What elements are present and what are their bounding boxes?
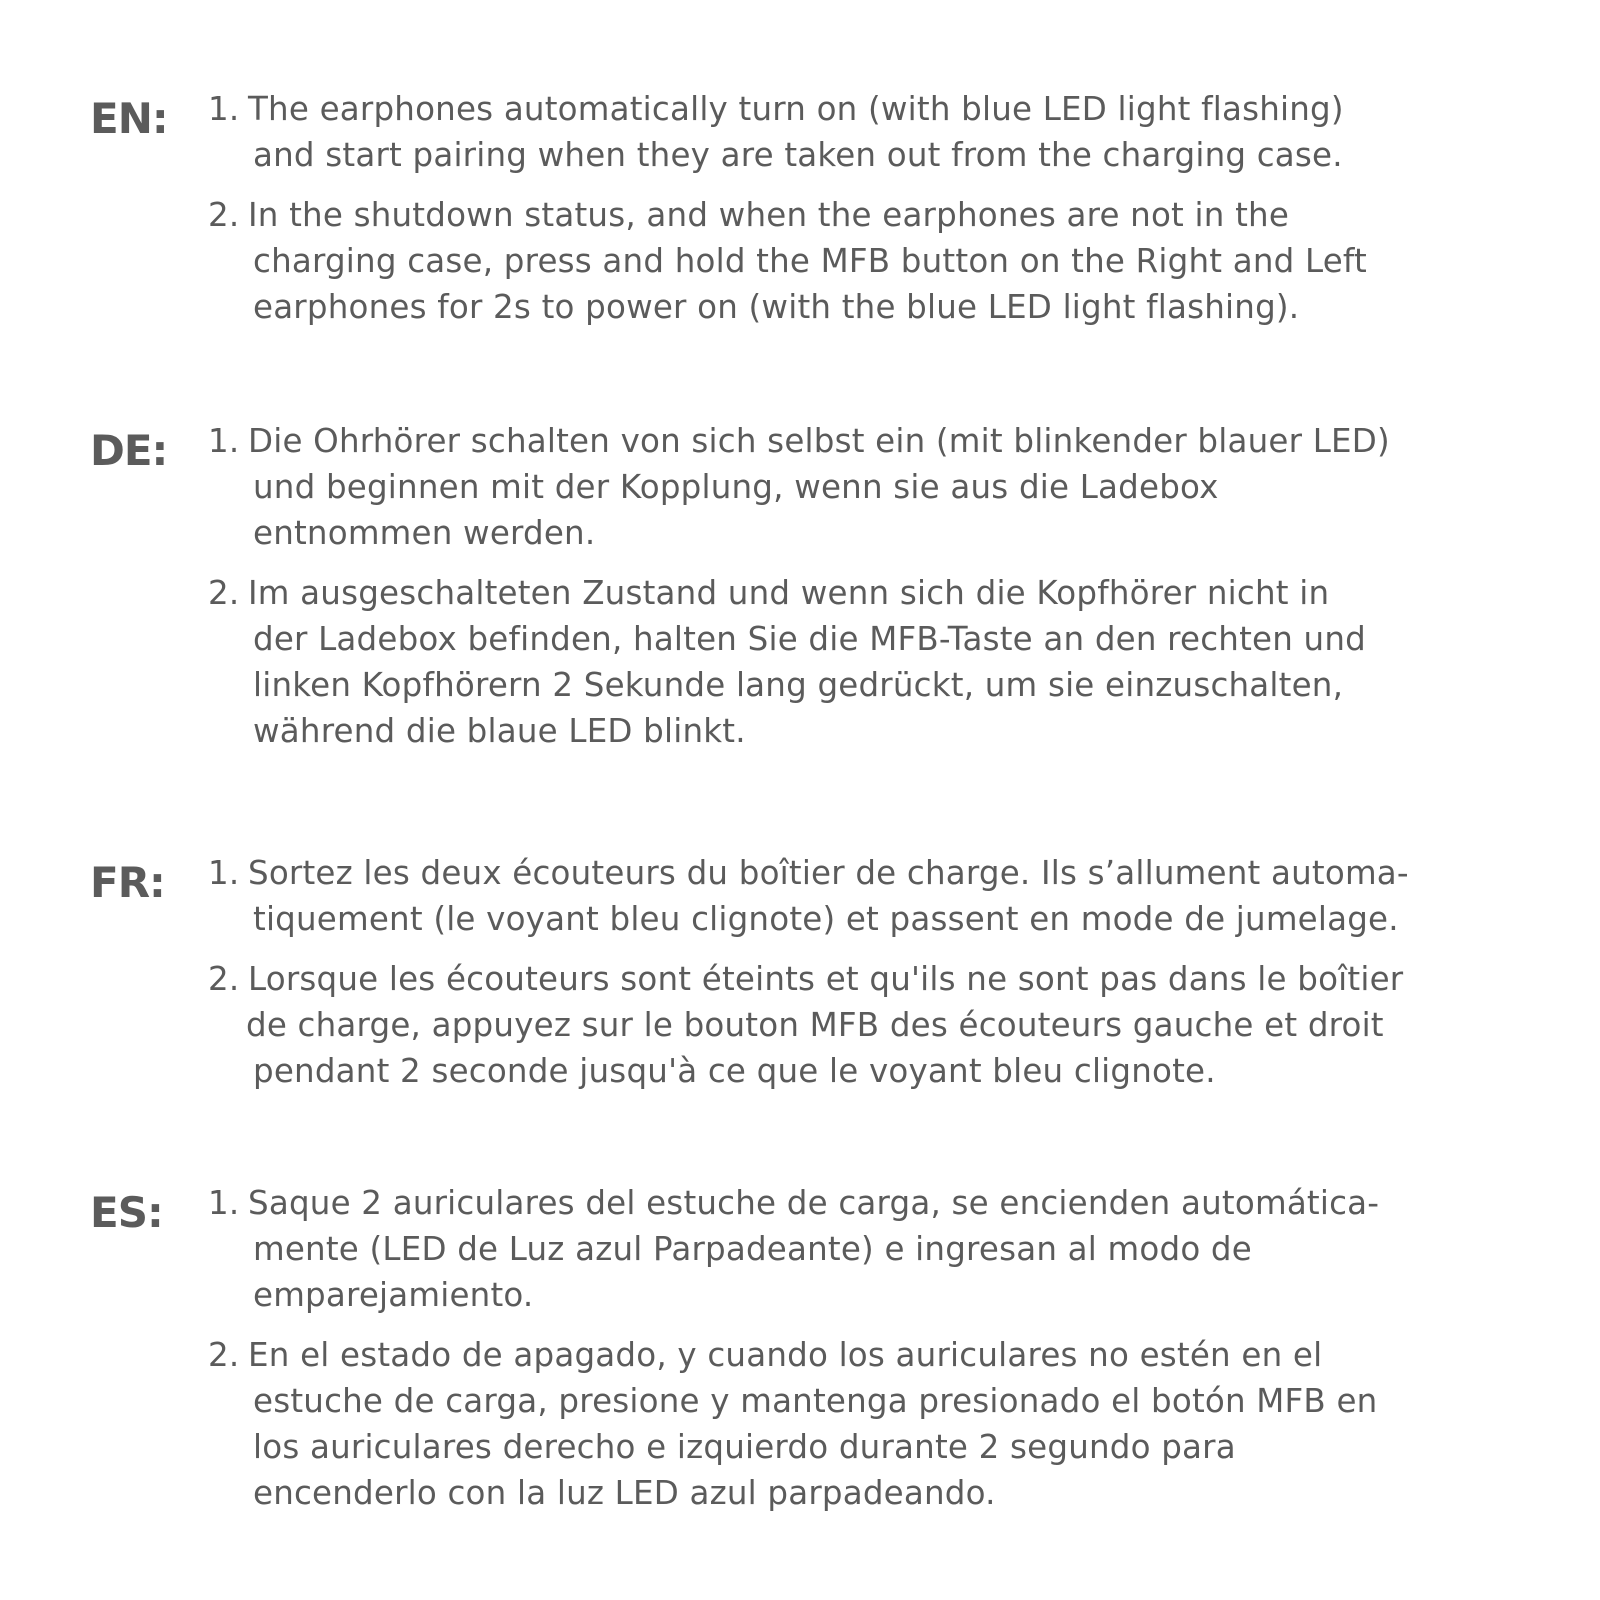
item-text-line: Lorsque les écouteurs sont éteints et qu'ils ne sont pas dans le boîtier — [248, 960, 1404, 998]
language-label-en: EN: — [90, 94, 168, 143]
item-number: 1. — [208, 854, 240, 892]
es-item-1 — [208, 1180, 1508, 1318]
item-text-line: estuche de carga, presione y mantenga presionado el botón MFB en — [253, 1382, 1378, 1420]
item-number: 1. — [208, 1184, 240, 1222]
item-text-line: In the shutdown status, and when the earphones are not in the — [248, 196, 1290, 234]
item-text-line: während die blaue LED blinkt. — [253, 712, 746, 750]
de-item-2 — [208, 570, 1508, 754]
item-text-line: pendant 2 seconde jusqu'à ce que le voyant bleu clignote. — [253, 1052, 1216, 1090]
item-text-line: entnommen werden. — [253, 514, 596, 552]
item-text-line: mente (LED de Luz azul Parpadeante) e ingresan al modo de — [253, 1230, 1252, 1268]
item-number: 2. — [208, 960, 240, 998]
language-label-de: DE: — [90, 426, 168, 475]
item-text-line: Im ausgeschalteten Zustand und wenn sich die Kopfhörer nicht in — [248, 574, 1330, 612]
item-text-line: The earphones automatically turn on (with blue LED light flashing) — [248, 90, 1344, 128]
item-text-line: earphones for 2s to power on (with the blue LED light flashing). — [253, 288, 1300, 326]
item-text-line: Saque 2 auriculares del estuche de carga, se encienden automática- — [248, 1184, 1380, 1222]
item-number: 2. — [208, 574, 240, 612]
item-text-line: und beginnen mit der Kopplung, wenn sie aus die Ladebox — [253, 468, 1219, 506]
de-item-1 — [208, 418, 1508, 556]
item-text-line: encenderlo con la luz LED azul parpadeando. — [253, 1474, 996, 1512]
item-text-line: de charge, appuyez sur le bouton MFB des écouteurs gauche et droit — [246, 1006, 1384, 1044]
item-number: 2. — [208, 196, 240, 234]
item-text-line: los auriculares derecho e izquierdo durante 2 segundo para — [253, 1428, 1236, 1466]
item-text-line: linken Kopfhörern 2 Sekunde lang gedrückt, um sie einzuschalten, — [253, 666, 1344, 704]
en-item-2 — [208, 192, 1508, 330]
item-text-line: Die Ohrhörer schalten von sich selbst ein (mit blinkender blauer LED) — [248, 422, 1390, 460]
fr-item-2 — [208, 956, 1508, 1094]
en-item-1 — [208, 86, 1508, 178]
item-text-line: En el estado de apagado, y cuando los auriculares no estén en el — [248, 1336, 1323, 1374]
es-item-2 — [208, 1332, 1508, 1516]
item-text-line: der Ladebox befinden, halten Sie die MFB-Taste an den rechten und — [253, 620, 1366, 658]
language-label-es: ES: — [90, 1188, 163, 1237]
item-text-line: and start pairing when they are taken out from the charging case. — [253, 136, 1343, 174]
item-text-line: tiquement (le voyant bleu clignote) et passent en mode de jumelage. — [253, 900, 1399, 938]
language-label-fr: FR: — [90, 858, 165, 907]
item-text-line: charging case, press and hold the MFB button on the Right and Left — [253, 242, 1367, 280]
item-text-line: Sortez les deux écouteurs du boîtier de charge. Ils s’allument automa- — [248, 854, 1409, 892]
item-number: 1. — [208, 90, 240, 128]
item-number: 1. — [208, 422, 240, 460]
fr-item-1 — [208, 850, 1508, 942]
item-number: 2. — [208, 1336, 240, 1374]
item-text-line: emparejamiento. — [253, 1276, 534, 1314]
